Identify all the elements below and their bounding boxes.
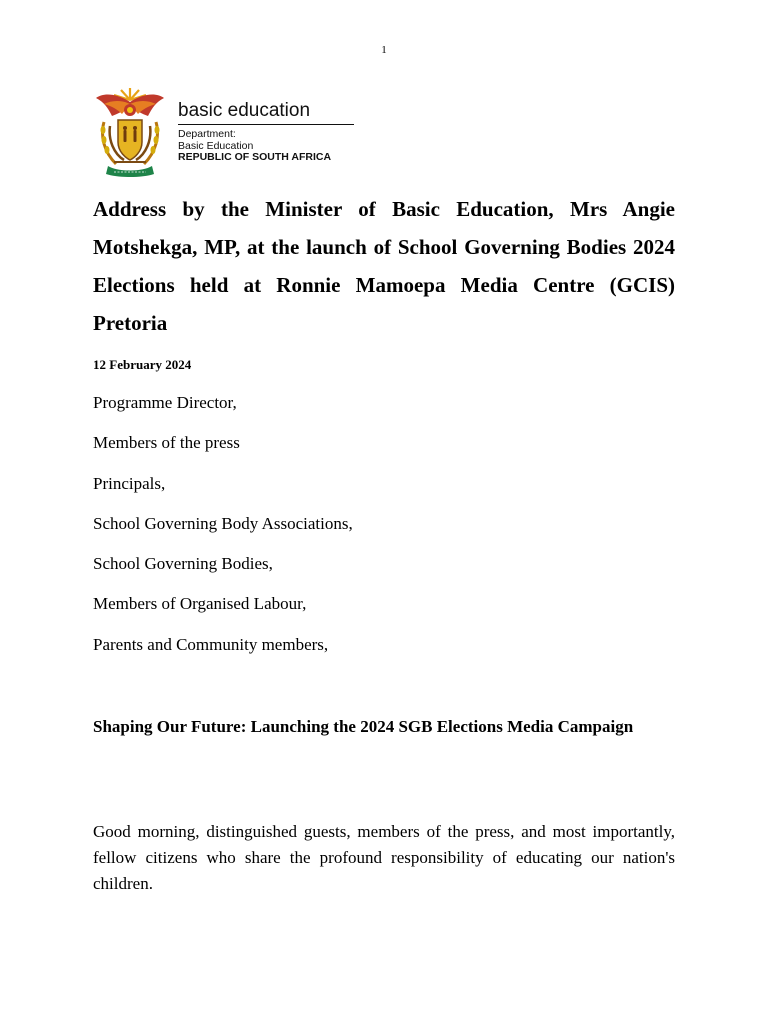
- department-full-name: Basic Education: [178, 139, 254, 152]
- salutation-line: Members of the press: [93, 433, 240, 453]
- page-number: 1: [381, 44, 387, 56]
- coat-of-arms-icon: [94, 86, 166, 180]
- salutation-line: Members of Organised Labour,: [93, 594, 307, 614]
- section-heading: Shaping Our Future: Launching the 2024 SGB Elections Media Campaign: [93, 717, 634, 736]
- speech-date: 12 February 2024: [93, 357, 192, 372]
- salutation-line: Parents and Community members,: [93, 634, 329, 654]
- department-block: [178, 100, 354, 164]
- salutation-line: Programme Director,: [93, 393, 237, 412]
- country-name: REPUBLIC OF SOUTH AFRICA: [178, 151, 332, 163]
- salutation-list: [93, 391, 675, 673]
- salutation-line: School Governing Bodies,: [93, 554, 273, 574]
- salutation-line: School Governing Body Associations,: [93, 513, 353, 533]
- document-title: Address by the Minister of Basic Education, Mrs Angie Motshekga, MP, at the launch of School Governing Bodies 2024 Elections held at Ronnie Mamoepa Media Centre (GCIS) Pretoria: [93, 197, 675, 335]
- body-paragraph: Good morning, distinguished guests, members of the press, and most importantly, fellow citizens who share the profound responsibility of educating our nation's children.: [93, 822, 675, 893]
- letterhead: [94, 86, 354, 180]
- department-name: basic education: [178, 100, 354, 125]
- department-label: Department:: [178, 128, 236, 140]
- salutation-line: Principals,: [93, 473, 166, 493]
